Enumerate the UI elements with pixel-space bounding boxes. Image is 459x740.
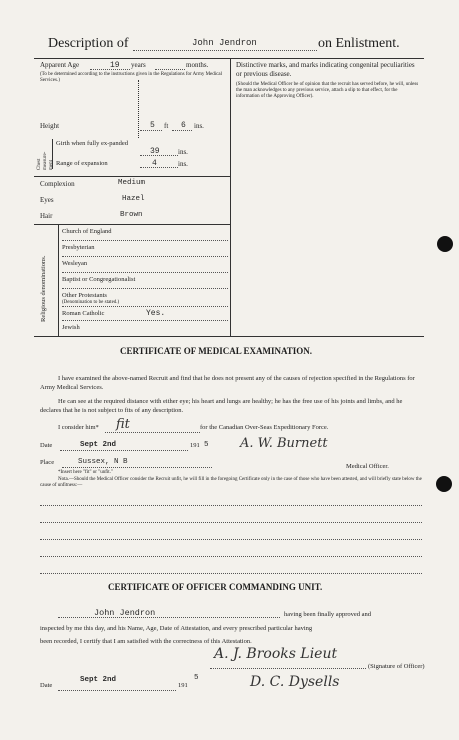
header-post: on Enlistment. (318, 36, 400, 51)
table-top-rule (34, 58, 424, 59)
height-in-value: 6 (181, 121, 186, 130)
religion-item-presbyterian: Presbyterian (62, 244, 95, 251)
religion-side-label: Religious denominations. (40, 255, 47, 322)
age-label: Apparent Age (40, 61, 80, 69)
religion-item-roman-catholic: Roman Catholic (62, 310, 105, 317)
religion-item-baptist: Baptist or Congregationalist (62, 276, 136, 283)
chest-label: Chest measure-ment (37, 151, 54, 170)
complexion-value: Medium (118, 179, 146, 187)
officer-line2: inspected by me this day, and his Name, Age, Date of Attestation, and every prescribed particular having (40, 625, 313, 632)
eyes-value: Hazel (122, 195, 145, 203)
range-unit: ins. (178, 160, 188, 168)
unfitness-line (40, 522, 422, 523)
religion-item-other-protestants: Other Protestants (62, 292, 107, 299)
insert-note: *Insert here "fit" or "unfit." (58, 470, 113, 475)
medical-place-value: Sussex, N B (78, 458, 128, 466)
medical-heading: CERTIFICATE OF MEDICAL EXAMINATION. (120, 346, 313, 356)
height-ft-unit: ft (164, 122, 169, 130)
religion-mark-roman-catholic: Yes. (146, 309, 166, 318)
medical-para1: I have examined the above-named Recruit and find that he does not present any of the causes of rejection specified in the Regulations for Army Medical Services. (40, 375, 415, 391)
medical-year-value: 5 (204, 441, 209, 449)
medical-date-label: Date (40, 442, 53, 449)
medical-place-label: Place (40, 459, 55, 466)
hair-label: Hair (40, 212, 53, 220)
officer-heading: CERTIFICATE OF OFFICER COMMANDING UNIT. (108, 582, 323, 592)
marks-note: (Should the Medical Officer be of opinion that the recruit has served before, he will, unless the man acknowledges to any previous service, attach a slip to that effect, for the information of the Approving Officer). (236, 82, 419, 99)
unfitness-line (40, 556, 422, 557)
religion-item-church-of-england: Church of England (62, 228, 112, 235)
recruit-name: John Jendron (192, 38, 257, 48)
complexion-label: Complexion (40, 180, 75, 188)
punch-hole-top (437, 236, 453, 252)
nota-text: Nota.—Should the Medical Officer consider the Recruit unfit, he will fill in the foregoing Certificate only in the case of those who have been attested, and will briefly state below the cause of unfitness:— (40, 477, 422, 488)
range-value: 4 (152, 159, 157, 168)
eyes-label: Eyes (40, 196, 54, 204)
header-pre: Description of (48, 36, 129, 51)
officer-signature: A. J. Brooks Lieut (214, 646, 338, 662)
officer-date-value: Sept 2nd (80, 676, 117, 684)
girth-label: Girth when fully ex-panded (56, 140, 129, 147)
punch-hole-bottom (436, 476, 452, 492)
unfitness-line (40, 505, 422, 506)
height-in-unit: ins. (194, 122, 204, 130)
religion-item-wesleyan: Wesleyan (62, 260, 88, 267)
officer-year-prefix: 191 (178, 682, 188, 689)
unfitness-line (40, 539, 422, 540)
officer-recruit-name: John Jendron (94, 608, 156, 618)
range-label: Range of expansion (56, 160, 108, 167)
officer-year-value: 5 (194, 674, 199, 682)
age-months: months. (186, 61, 209, 69)
consider-post: for the Canadian Over-Seas Expeditionary Force. (200, 424, 329, 431)
officer-date-label: Date (40, 682, 53, 689)
officer-sig-label: (Signature of Officer) (368, 663, 425, 670)
officer-line1-post: having been finally approved and (284, 611, 371, 618)
height-ft-value: 5 (150, 121, 155, 130)
medical-para2: He can see at the required distance with either eye; his heart and lungs are healthy; he has the free use of his joints and limbs, and he declares that he is not subject to fits of any description. (40, 398, 403, 414)
unfitness-line (40, 573, 422, 574)
girth-unit: ins. (178, 148, 188, 156)
age-note: (To be determined according to the instructions given in the Regulations for Army Medical Services.) (40, 72, 222, 83)
consider-pre: I consider him* (58, 424, 99, 431)
girth-value: 39 (150, 147, 160, 156)
officer-second-signature: D. C. Dysells (250, 674, 340, 690)
marks-title: Distinctive marks, and marks indicating congenital peculiarities or previous disease. (236, 61, 415, 78)
consider-value: fit (116, 417, 130, 432)
religion-item-jewish: Jewish (62, 324, 80, 331)
age-value: 19 (110, 61, 120, 70)
age-unit: years (131, 61, 146, 69)
officer-line3: been recorded, I certify that I am satisfied with the correctness of this Attestation. (40, 638, 252, 645)
height-label: Height (40, 122, 60, 130)
medical-date-value: Sept 2nd (80, 441, 117, 449)
medical-officer-signature: A. W. Burnett (240, 436, 328, 451)
medical-officer-label: Medical Officer. (346, 463, 389, 470)
hair-value: Brown (120, 211, 143, 219)
table-bottom-rule (34, 336, 424, 337)
medical-year-prefix: 191 (190, 442, 200, 449)
table-divider (230, 58, 231, 336)
religion-other-note: (Denomination to be stated.) (62, 300, 120, 305)
